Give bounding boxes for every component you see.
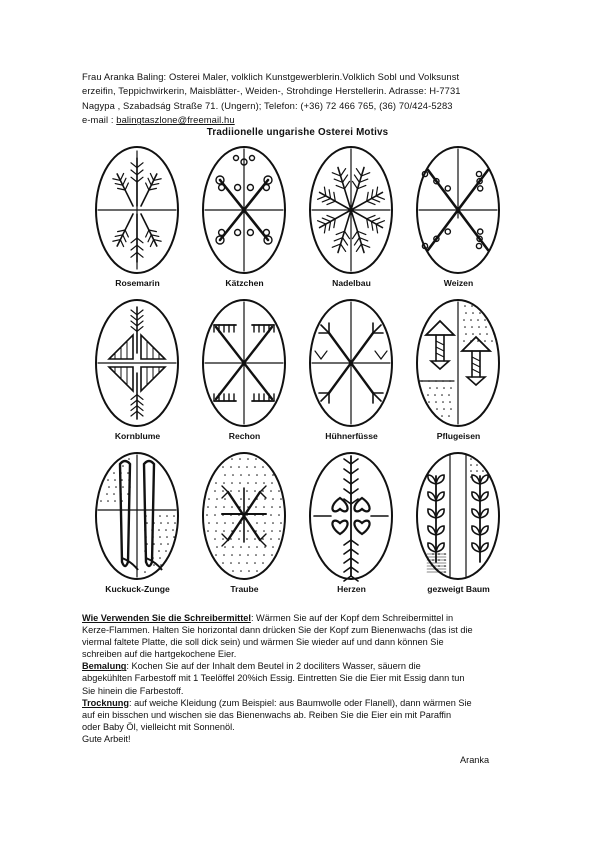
egg-motif <box>84 140 191 292</box>
motif-grid <box>84 140 512 600</box>
egg-motif-label: Kuckuck-Zunge <box>105 584 170 594</box>
header-line-2: erzeifin, Teppichwirkerin, Maisblätter-, Weiden-, Strohdinge Herstellerin. Adrasse: H-7731 <box>82 85 461 97</box>
egg-motif-label: Traube <box>230 584 259 594</box>
egg-drawing <box>191 140 298 280</box>
email-label: e-mail : <box>82 114 117 126</box>
contact-header <box>82 70 522 128</box>
header-line-1: Frau Aranka Baling: Osterei Maler, volklich Kunstgewerblerin.Volklich Sobl und Volksunst <box>82 71 460 82</box>
paint-heading: Bemalung <box>82 661 127 672</box>
egg-motif-label: Rechon <box>228 431 261 441</box>
egg-motif <box>405 293 512 445</box>
egg-drawing <box>298 140 405 280</box>
egg-drawing <box>405 140 512 280</box>
egg-drawing <box>298 293 405 433</box>
dry-line-3: oder Baby Öl, vielleicht mit Sonnenöl. <box>82 721 235 732</box>
egg-motif-label: Weizen <box>443 278 474 288</box>
egg-motif-label: Hühnerfüsse <box>325 431 378 441</box>
usage-text-1: : Wärmen Sie auf der Kopf dem Schreibermittel in <box>250 613 454 623</box>
egg-motif <box>191 293 298 445</box>
usage-line-1 <box>82 612 514 624</box>
paint-line-3: Sie hinein die Farbestoff. <box>82 685 184 696</box>
egg-drawing <box>84 293 191 433</box>
egg-motif <box>84 446 191 598</box>
dry-text-1: : auf weiche Kleidung (zum Beispiel: aus Baumwolle oder Flanell), dann wärmen Sie <box>128 697 472 708</box>
email-line <box>82 113 522 127</box>
usage-line-4: schreiben auf die hartgekochene Eier. <box>82 649 237 660</box>
egg-motif <box>191 446 298 598</box>
egg-motif-label: Pflugeisen <box>436 431 481 441</box>
egg-drawing <box>191 446 298 586</box>
egg-drawing <box>191 293 298 433</box>
egg-motif <box>405 140 512 292</box>
email-link[interactable]: balingtaszlone@freemail.hu <box>116 114 235 126</box>
egg-motif <box>84 293 191 445</box>
egg-motif <box>298 446 405 598</box>
paint-line-2: abgekühlten Farbestoff mit 1 Teelöffel 20%ich Essig. Eintretten Sie die Eier mit Essig dann tun <box>82 673 465 684</box>
egg-motif <box>405 446 512 598</box>
usage-line-2: Kerze-Flammen. Halten Sie horizontal dann drücken Sie der Kopf zum Bienenwachs (das ist die <box>82 625 473 636</box>
egg-motif-label: Herzen <box>337 584 366 594</box>
egg-motif-label: Kätzchen <box>225 278 264 288</box>
instructions <box>82 612 514 745</box>
egg-drawing <box>84 140 191 280</box>
egg-motif-label: Rosemarin <box>115 278 160 288</box>
egg-drawing <box>298 446 405 586</box>
page-title: Tradiionelle ungarishe Osterei Motivs <box>206 127 389 138</box>
dry-line-2: auf ein bisschen und wischen sie das Bienenwachs ab. Reiben Sie die Eier ein mit Paraffin <box>82 709 452 720</box>
egg-motif <box>298 140 405 292</box>
usage-line-3: viermal faltete Platte, die soll dick sein) und wärmen Sie wieder auf und dann können Sie <box>82 637 444 648</box>
header-line-3: Nagypa , Szabadság Straße 71. (Ungern); Telefon: (+36) 72 466 765, (36) 70/424-5283 <box>82 99 453 111</box>
egg-motif-label: Kornblume <box>114 431 161 441</box>
egg-motif-label: Nadelbau <box>332 278 371 288</box>
egg-drawing <box>405 446 512 586</box>
egg-motif-label: gezweigt Baum <box>427 584 490 594</box>
closing-line: Gute Arbeit! <box>82 733 131 744</box>
dry-line-1 <box>82 697 514 709</box>
egg-motif <box>298 293 405 445</box>
egg-drawing <box>405 293 512 433</box>
egg-motif <box>191 140 298 292</box>
dry-heading: Trocknung <box>82 697 129 708</box>
signature: Aranka <box>460 755 490 765</box>
usage-heading: Wie Verwenden Sie die Schreibermittel <box>82 613 251 623</box>
egg-drawing <box>84 446 191 586</box>
paint-text-1: : Kochen Sie auf der Inhalt dem Beutel in 2 dociliters Wasser, säuern die <box>126 661 421 672</box>
paint-line-1 <box>82 660 514 672</box>
